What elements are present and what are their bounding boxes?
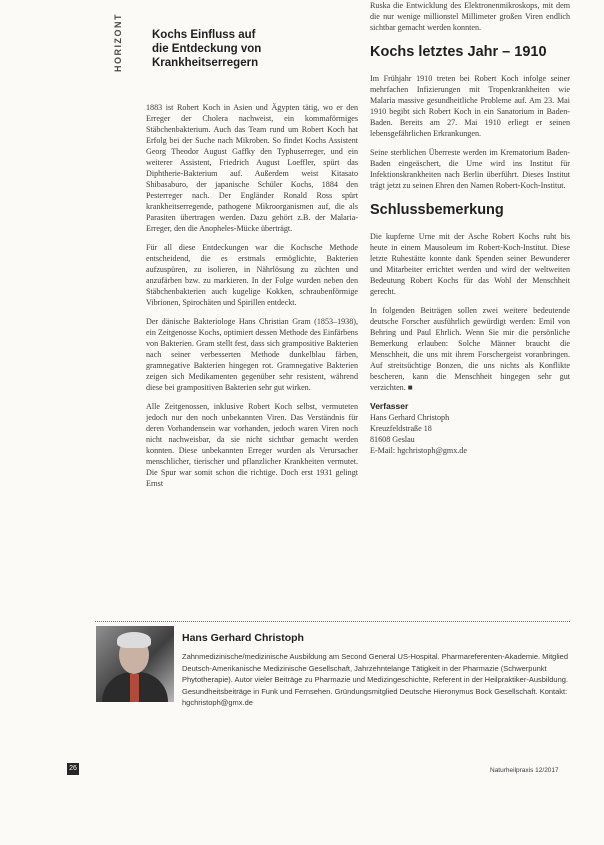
paragraph: 1883 ist Robert Koch in Asien und Ägypten tätig, wo er den Erreger der Cholera nachweist, ein kommaförmiges Stäbchenbakterium. Auch das Team rund um Robert Koch hat Erfolg bei der Suche nach Mikroben. So findet Kochs Assistent Georg Theodor August Gaffky den Typhuserreger, und ein weiterer Assistent, Friedrich August Loeffler, spürt das Diphtherie-Bakterium auf. Außerdem weist Kitasato Shibasaburo, der japanische Schüler Kochs, 1884 den Pesterreger nach. Der Engländer Ronald Ross spürt krankheitserregende, pathogene Mikroorganismen auf, die als Parasiten übertragen werden. Dazu gehört z.B. der Malaria-Erreger, den die Anopheles-Mücke überträgt. bbox=[146, 103, 358, 233]
bio-text: Zahnmedizinische/medizinische Ausbildung am Second General US-Hospital. Pharmareferenten-Akademie. Mitglied Deutsch-Amerikanische Medizinische Gesellschaft, Jahrzehntelange Tätigkeit in der Pharmazie (Schwerpunkt Phytotherapie). Autor vieler Beiträge zu Pharmazie und Medizingeschichte, Referent in der Heilpraktiker-Ausbildung. Gesundheitsbeiträge in Funk und Fernsehen. Gründungsmitglied Deutsche Hieronymus Bock Gesellschaft. Kontakt: hgchristoph@gmx.de bbox=[182, 652, 569, 707]
author-label: Verfasser bbox=[370, 401, 409, 411]
paragraph: Für all diese Entdeckungen war die Kochsche Methode entscheidend, die es erstmals ermöglichte, Bakterien aufzuspüren, zu isolieren, in Nährlösung zu züchten und anzufärben bzw. zu markieren. In der Folge wurden neben den Stäbchenbakterien auch kugelige Kokken, schraubenförmige Vibrionen, Spirochäten und Spirillen entdeckt. bbox=[146, 243, 358, 307]
paragraph: Im Frühjahr 1910 treten bei Robert Koch infolge seiner mehrfachen Infizierungen mit Tropenkrankheiten wie Malaria massive gesundheitliche Probleme auf. Am 23. Mai 1910 begibt sich Robert Koch in ein Sanatorium in Baden-Baden. Bereits am 27. Mai 1910 erliegt er seinen lebensgefährlichen Erkrankungen. bbox=[370, 74, 570, 138]
right-column bbox=[370, 0, 570, 456]
section-label: HORIZONT bbox=[113, 13, 123, 72]
author-photo bbox=[96, 626, 174, 702]
author-contact bbox=[370, 401, 570, 456]
paragraph: Die kupferne Urne mit der Asche Robert Kochs ruht bis heute in einem Mausoleum im Robert-Koch-Institut. Diese letzte Ruhestätte konnte dank Spenden seiner Bewunderer und Mitarbeiter errichtet werden und wird der weltweiten Bedeutung Robert Kochs für das Wohl der Menschheit gerecht. bbox=[370, 232, 570, 296]
page-number: 26 bbox=[67, 763, 79, 775]
paragraph: Seine sterblichen Überreste werden im Krematorium Baden-Baden eingeäschert, die Urne wird ins Institut für Infektionskrankheiten nach Berlin überführt. Dieses Institut trägt jetzt zu seinen Ehren den Namen Robert-Koch-Institut. bbox=[370, 148, 570, 190]
left-heading: Kochs Einfluss auf die Entdeckung von Krankheitserregern bbox=[152, 29, 262, 69]
paragraph: Alle Zeitgenossen, inklusive Robert Koch selbst, vermuteten jedoch nur den noch unbekannten Viren. Das Verständnis für deren Vorhandensein war vorhanden, jedoch waren Viren noch nicht nachweisbar, da sie nicht sichtbar gemacht werden konnten. Diese unbekannten Erreger wurden als Verursacher menschlicher, tierischer und pflanzlicher Krankheiten vermutet. Die Spur war somit schon die richtige. Doch erst 1931 gelingt Ernst bbox=[146, 402, 358, 488]
section-heading-conclusion: Schlussbemerkung bbox=[370, 202, 504, 218]
divider bbox=[95, 621, 570, 622]
left-column bbox=[146, 102, 358, 497]
section-heading-last-year: Kochs letztes Jahr – 1910 bbox=[370, 44, 547, 60]
author-street: Kreuzfeldstraße 18 bbox=[370, 424, 432, 433]
paragraph: In folgenden Beiträgen sollen zwei weitere bedeutende deutsche Forscher ausführlich gewürdigt werden: Emil von Behring und Paul Ehrlich. Wenn Sie mir die persönliche Bemerkung erlauben: Solche Männer braucht die Menschheit, die uns mit ihrem Forschergeist voranbringen. Auf streitsüchtige Bonzen, die uns nichts als Konflikte bescheren, kann die Menschheit hingegen sehr gut verzichten. ■ bbox=[370, 306, 570, 392]
author-email: E-Mail: hgchristoph@gmx.de bbox=[370, 446, 467, 455]
footer-issue: Naturheilpraxis 12/2017 bbox=[490, 767, 559, 774]
paragraph: Ruska die Entwicklung des Elektronenmikroskops, mit dem die nur wenige millionstel Millimeter großen Viren endlich sichtbar gemacht werden konnten. bbox=[370, 1, 570, 32]
author-name: Hans Gerhard Christoph bbox=[370, 413, 450, 422]
paragraph: Der dänische Bakteriologe Hans Christian Gram (1853–1938), ein Zeitgenosse Kochs, optimiert dessen Methode des Einfärbens von Bakterien. Gram stellt fest, dass sich grampositive Bakterien nach seiner verbesserten Methode dunkelblau färben, gramnegative Bakterien hingegen rot. Gramnegative Bakterien zeigen sich Medikamenten gegenüber sehr resistent, während diese bei grampositiven Bakterien sehr gut wirken. bbox=[146, 317, 358, 392]
bio-name: Hans Gerhard Christoph bbox=[182, 632, 304, 644]
author-city: 81608 Geslau bbox=[370, 435, 415, 444]
